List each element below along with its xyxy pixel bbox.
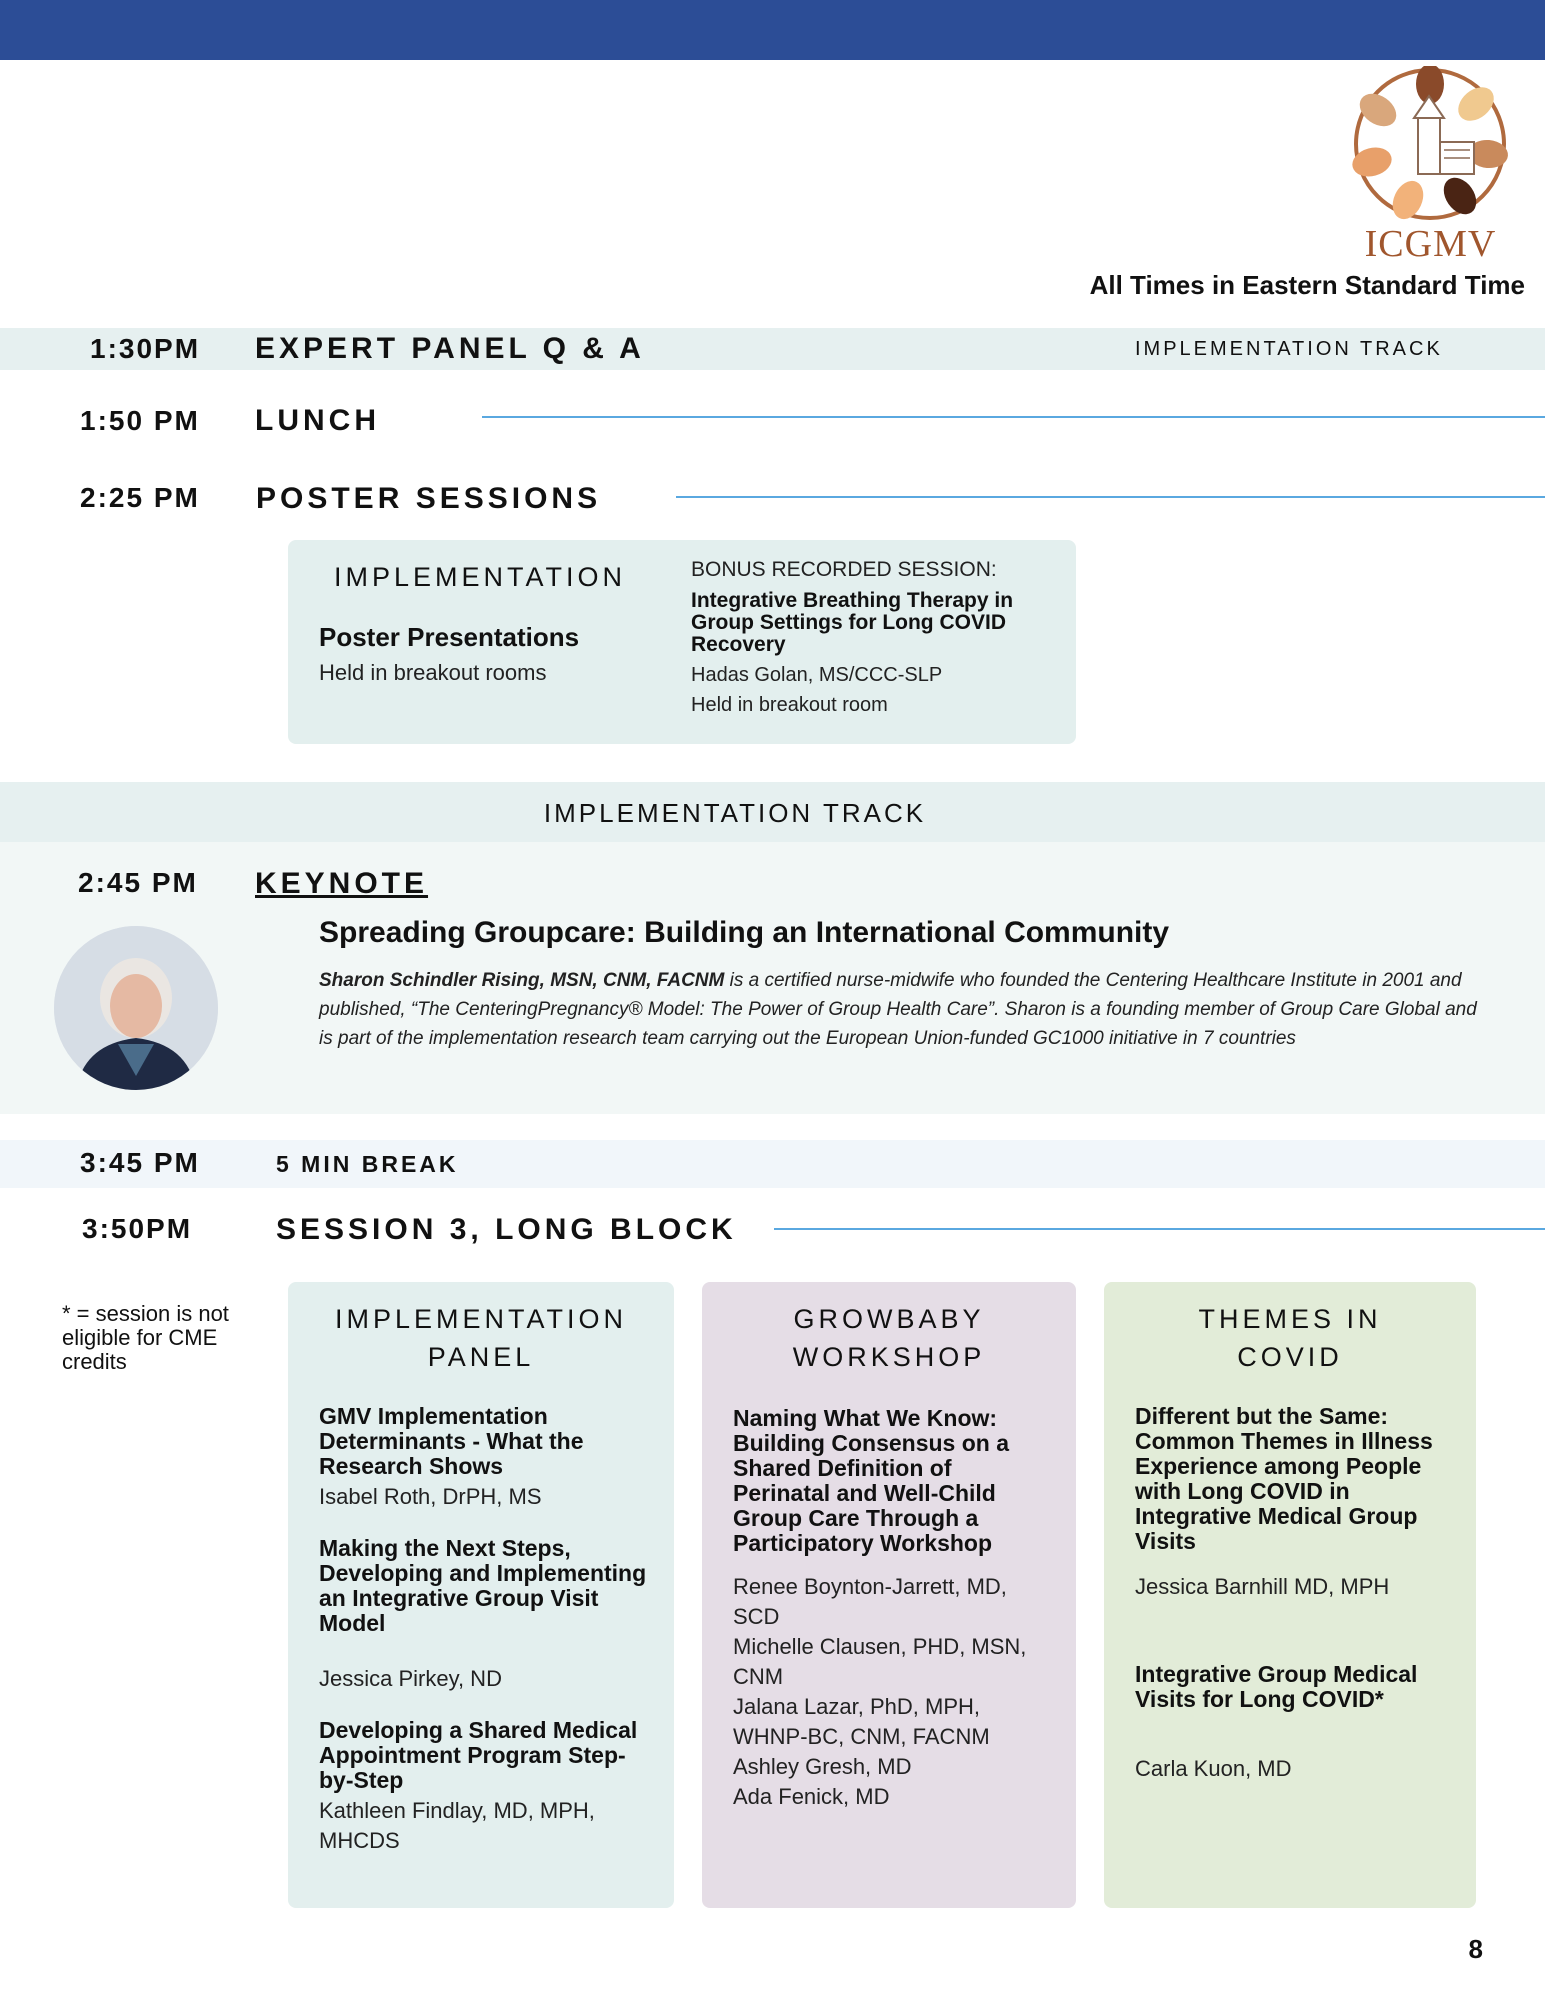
keynote-time: 2:45 PM (78, 867, 198, 898)
expert-panel-track: IMPLEMENTATION TRACK (1135, 338, 1443, 360)
growbaby-workshop-heading: GROWBABY WORKSHOP (792, 1304, 986, 1372)
bonus-session-speaker: Hadas Golan, MS/CCC-SLP (691, 664, 943, 686)
bonus-session-title: Integrative Breathing Therapy in Group Settings for Long COVID Recovery (691, 589, 1014, 656)
icgmv-logo (1348, 66, 1513, 266)
lunch-time: 1:50 PM (80, 405, 200, 436)
covid-talk-2-speakers: Carla Kuon, MD (1135, 1756, 1292, 1781)
covid-talk-1-title: Different but the Same: Common Themes in Illness Experience among People with Long COVID in Integrative Medical Group Visits (1135, 1403, 1433, 1554)
growbaby-workshop-card (702, 1282, 1076, 1908)
hands-circle-logo-icon (1348, 66, 1513, 222)
growbaby-speaker-2: Michelle Clausen, PHD, MSN, CNM (733, 1634, 1027, 1689)
posters-card-heading: IMPLEMENTATION (334, 562, 627, 592)
growbaby-speaker-1: Renee Boynton-Jarrett, MD, SCD (733, 1574, 1007, 1629)
break-time: 3:45 PM (80, 1147, 200, 1178)
top-banner (0, 0, 1545, 60)
speaker-avatar (54, 926, 218, 1090)
timezone-note: All Times in Eastern Standard Time (1089, 270, 1525, 300)
posters-time: 2:25 PM (80, 482, 200, 513)
implementation-panel-card (288, 1282, 674, 1908)
page-number: 8 (1468, 1934, 1483, 1964)
implementation-talk-1-title: GMV Implementation Determinants - What the Research Shows (319, 1403, 584, 1479)
speaker-photo-icon (54, 926, 218, 1090)
cme-footnote: * = session is not eligible for CME credits (62, 1301, 229, 1374)
expert-panel-time: 1:30PM (90, 333, 201, 364)
bonus-session-label: BONUS RECORDED SESSION: (691, 558, 997, 581)
implementation-talk-1-speakers: Isabel Roth, DrPH, MS (319, 1484, 542, 1509)
break-band (0, 1140, 1545, 1188)
growbaby-speaker-5: Ada Fenick, MD (733, 1784, 890, 1809)
session3-time: 3:50PM (82, 1213, 193, 1244)
bonus-session-note: Held in breakout room (691, 694, 888, 716)
themes-in-covid-heading: THEMES IN COVID (1198, 1304, 1382, 1372)
posters-title: POSTER SESSIONS (256, 482, 602, 515)
themes-in-covid-card (1104, 1282, 1476, 1908)
keynote-label: KEYNOTE (255, 867, 429, 900)
posters-divider (676, 496, 1545, 498)
logo-text: ICGMV (1364, 223, 1497, 265)
keynote-title: Spreading Groupcare: Building an International Community (319, 916, 1170, 949)
keynote-bio-text: is a certified nurse-midwife who founded the Centering Healthcare Institute in 2001 and published, “The CenteringPregnancy® Model: The Power of Group Health Care”. Sharon is a founding member of Group Care Global and is part of the implementation research team carrying out the European Union-funded GC1000 initiative in 7 countries (319, 970, 1477, 1049)
break-title: 5 MIN BREAK (276, 1151, 459, 1177)
covid-talk-2-title: Integrative Group Medical Visits for Long COVID* (1135, 1661, 1418, 1712)
session3-divider (774, 1228, 1545, 1230)
expert-panel-title: EXPERT PANEL Q & A (255, 332, 645, 365)
poster-presentations-note: Held in breakout rooms (319, 660, 547, 685)
implementation-talk-3-title: Developing a Shared Medical Appointment Program Step-by-Step (319, 1717, 638, 1793)
posters-card (288, 540, 1076, 744)
implementation-talk-2-title: Making the Next Steps, Developing and Implementing an Integrative Group Visit Model (319, 1535, 647, 1636)
implementation-talk-3-speakers: Kathleen Findlay, MD, MPH, MHCDS (319, 1798, 595, 1853)
implementation-panel-heading: IMPLEMENTATION PANEL (334, 1304, 627, 1372)
growbaby-speaker-4: Ashley Gresh, MD (733, 1754, 912, 1779)
growbaby-talk-title: Naming What We Know: Building Consensus on a Shared Definition of Perinatal and Well-Child Group Care Through a Participatory Workshop (733, 1405, 1010, 1556)
lunch-title: LUNCH (255, 404, 380, 437)
keynote-bio (319, 966, 1489, 1053)
implementation-talk-2-speakers: Jessica Pirkey, ND (319, 1666, 502, 1691)
poster-presentations-title: Poster Presentations (319, 622, 580, 652)
session3-title: SESSION 3, LONG BLOCK (276, 1213, 737, 1246)
covid-talk-1-speakers: Jessica Barnhill MD, MPH (1135, 1574, 1390, 1599)
keynote-track-label: IMPLEMENTATION TRACK (543, 798, 927, 828)
keynote-speaker: Sharon Schindler Rising, MSN, CNM, FACNM (319, 970, 725, 991)
growbaby-speaker-3: Jalana Lazar, PhD, MPH, WHNP-BC, CNM, FACNM (733, 1694, 990, 1749)
lunch-divider (482, 416, 1545, 418)
